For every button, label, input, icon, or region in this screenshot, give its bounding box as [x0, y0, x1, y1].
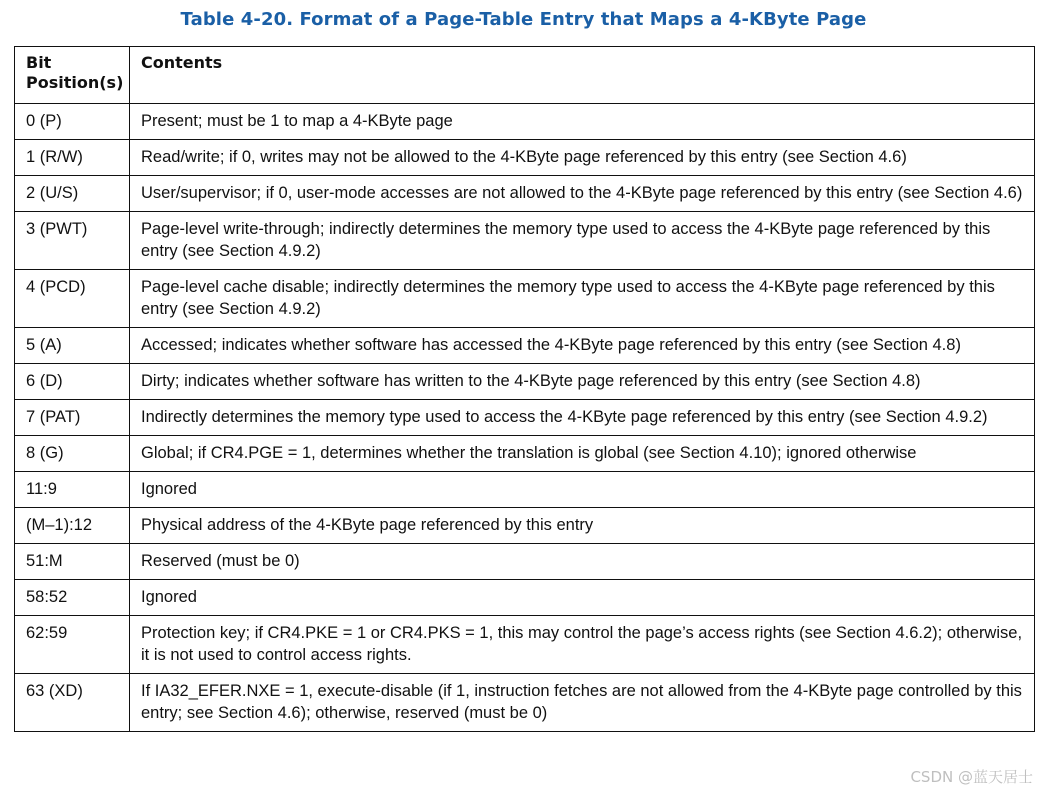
table-row [15, 104, 1035, 140]
watermark: CSDN @蓝天居士 [910, 768, 1033, 786]
table-row [15, 364, 1035, 400]
table-title: Table 4-20. Format of a Page-Table Entry that Maps a 4-KByte Page [180, 9, 867, 30]
contents-cell: Protection key; if CR4.PKE = 1 or CR4.PKS = 1, this may control the page’s access rights (see Section 4.6.2); otherwise, it is not used to control access rights. [130, 616, 1035, 674]
table-row [15, 400, 1035, 436]
table-row [15, 472, 1035, 508]
contents-cell: Read/write; if 0, writes may not be allowed to the 4-KByte page referenced by this entry (see Section 4.6) [130, 140, 1035, 176]
contents-cell: Global; if CR4.PGE = 1, determines whether the translation is global (see Section 4.10); ignored otherwise [130, 436, 1035, 472]
table-row [15, 176, 1035, 212]
bit-cell: 7 (PAT) [15, 400, 130, 436]
bit-cell: 63 (XD) [15, 674, 130, 732]
table-row [15, 616, 1035, 674]
table-row [15, 674, 1035, 732]
contents-cell: Ignored [130, 472, 1035, 508]
bit-cell: 2 (U/S) [15, 176, 130, 212]
table-row [15, 328, 1035, 364]
bit-cell: 11:9 [15, 472, 130, 508]
contents-cell: Accessed; indicates whether software has accessed the 4-KByte page referenced by this entry (see Section 4.8) [130, 328, 1035, 364]
bit-cell: 58:52 [15, 580, 130, 616]
table-row [15, 544, 1035, 580]
table-header-row [15, 47, 1035, 104]
bit-cell: 0 (P) [15, 104, 130, 140]
contents-cell: If IA32_EFER.NXE = 1, execute-disable (if 1, instruction fetches are not allowed from the 4-KByte page controlled by this entry; see Section 4.6); otherwise, reserved (must be 0) [130, 674, 1035, 732]
contents-cell: Present; must be 1 to map a 4-KByte page [130, 104, 1035, 140]
contents-cell: Ignored [130, 580, 1035, 616]
contents-cell: Page-level write-through; indirectly determines the memory type used to access the 4-KByte page referenced by this entry (see Section 4.9.2) [130, 212, 1035, 270]
contents-cell: Page-level cache disable; indirectly determines the memory type used to access the 4-KByte page referenced by this entry (see Section 4.9.2) [130, 270, 1035, 328]
table-row [15, 212, 1035, 270]
header-bit-position: Bit Position(s) [15, 47, 130, 104]
contents-cell: User/supervisor; if 0, user-mode accesses are not allowed to the 4-KByte page referenced by this entry (see Section 4.6) [130, 176, 1035, 212]
table-row [15, 436, 1035, 472]
bit-cell: 62:59 [15, 616, 130, 674]
page-table-entry-format-table [14, 46, 1035, 732]
bit-cell: 3 (PWT) [15, 212, 130, 270]
table-row [15, 508, 1035, 544]
bit-cell: 51:M [15, 544, 130, 580]
bit-cell: 6 (D) [15, 364, 130, 400]
bit-cell: 5 (A) [15, 328, 130, 364]
contents-cell: Reserved (must be 0) [130, 544, 1035, 580]
contents-cell: Physical address of the 4-KByte page referenced by this entry [130, 508, 1035, 544]
table-row [15, 140, 1035, 176]
table-row [15, 580, 1035, 616]
contents-cell: Dirty; indicates whether software has written to the 4-KByte page referenced by this entry (see Section 4.8) [130, 364, 1035, 400]
bit-cell: 8 (G) [15, 436, 130, 472]
header-contents: Contents [130, 47, 1035, 104]
bit-cell: (M–1):12 [15, 508, 130, 544]
contents-cell: Indirectly determines the memory type used to access the 4-KByte page referenced by this entry (see Section 4.9.2) [130, 400, 1035, 436]
bit-cell: 1 (R/W) [15, 140, 130, 176]
table-row [15, 270, 1035, 328]
bit-cell: 4 (PCD) [15, 270, 130, 328]
